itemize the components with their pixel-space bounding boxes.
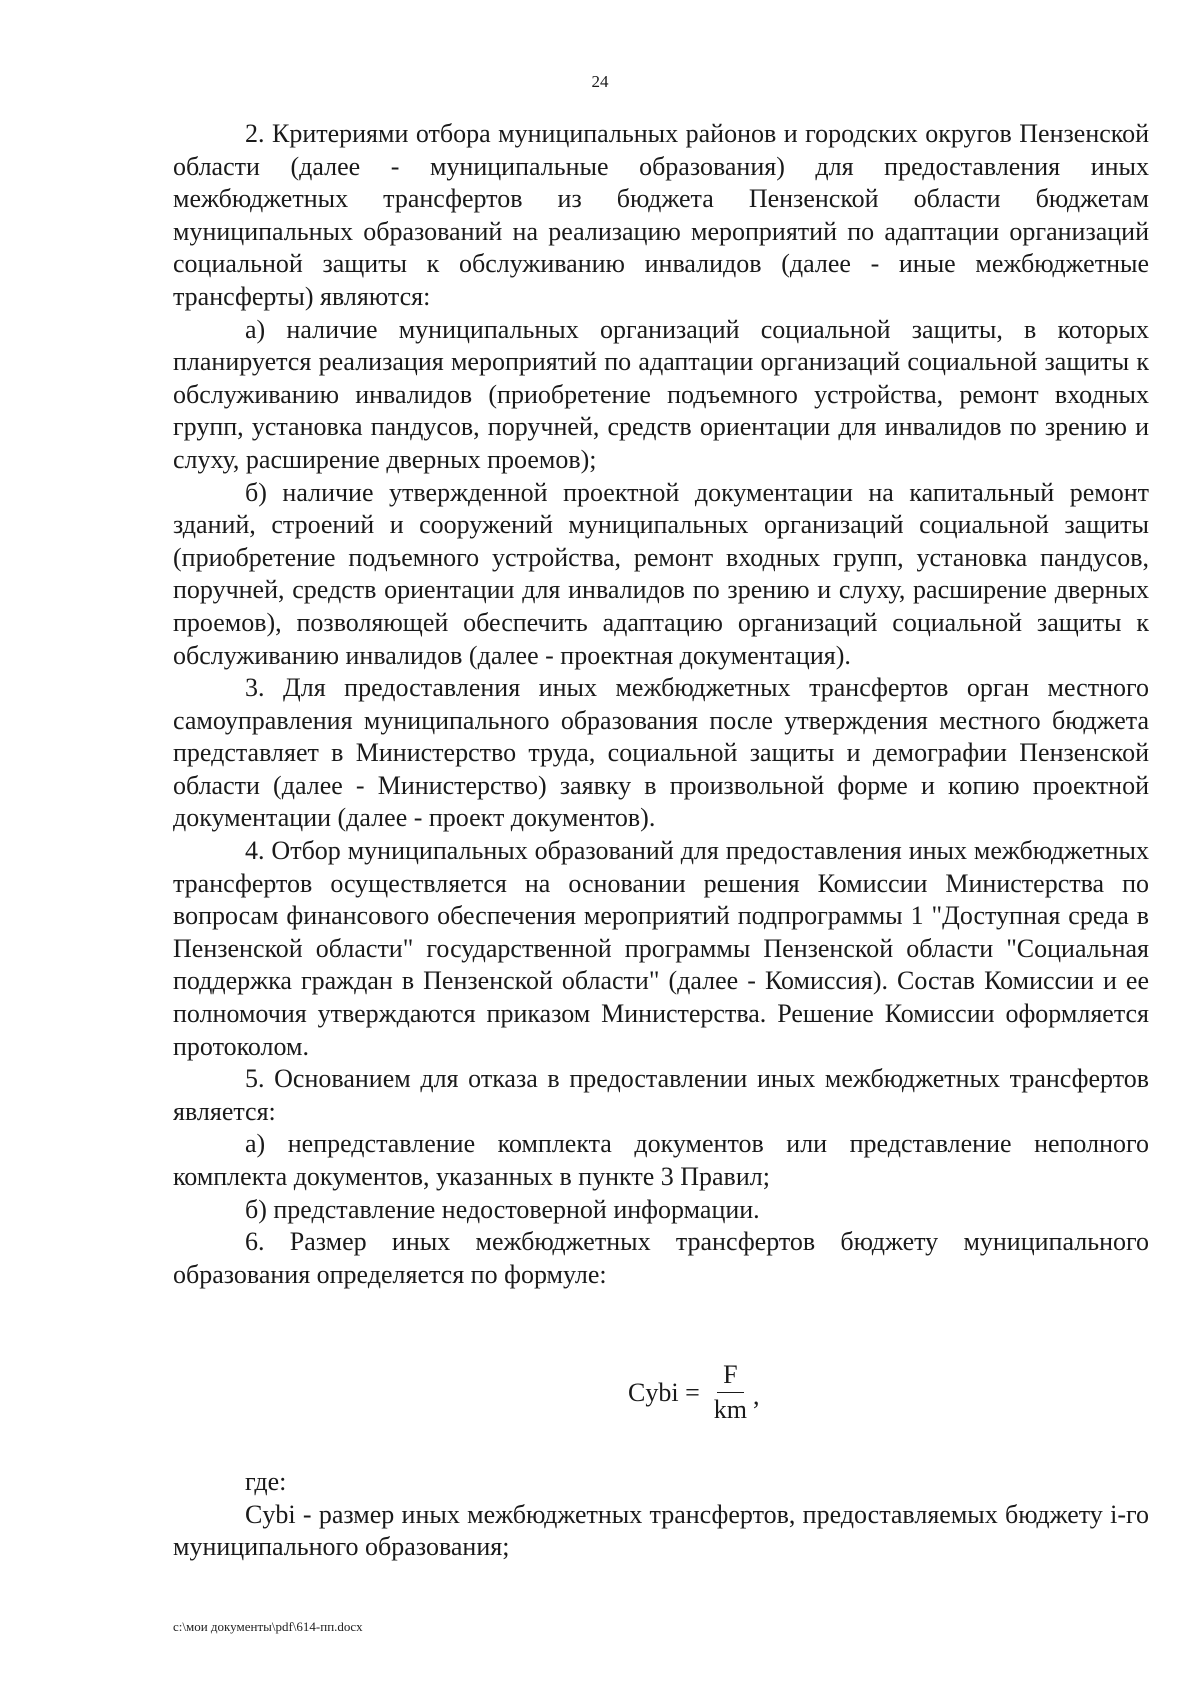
formula-denominator: km: [713, 1395, 747, 1424]
paragraph-refusal-a: а) непредставление комплекта документов или представление неполного комплекта документов, указанных в пункте 3 Правил;: [173, 1129, 1149, 1191]
paragraph-application: 3. Для предоставления иных межбюджетных трансфертов орган местного самоуправления муниципального образования после утверждения местного бюджета представляет в Министерство труда, социальной защиты и демографии Пензенской области (далее - Министерство) заявку в произвольной форме и копию проектной документации (далее - проект документов).: [173, 673, 1149, 833]
document-body: [173, 118, 1149, 1291]
formula-explanation: [173, 1466, 1149, 1564]
paragraph-criteria: 2. Критериями отбора муниципальных районов и городских округов Пензенской области (далее - муниципальные образования) для предоставления иных межбюджетных трансфертов из бюджета Пензенской области бюджетам муниципальных образований на реализацию мероприятий по адаптации организаций социальной защиты к обслуживанию инвалидов (далее - иные межбюджетные трансферты) являются:: [173, 119, 1149, 311]
formula-tail: ,: [752, 1380, 760, 1410]
paragraph-amount: 6. Размер иных межбюджетных трансфертов бюджету муниципального образования определяется по формуле:: [173, 1227, 1149, 1289]
formula-lhs: Cybi =: [628, 1377, 700, 1407]
paragraph-refusal-b: б) представление недостоверной информации.: [245, 1194, 760, 1224]
formula-fraction: [708, 1360, 753, 1425]
formula-numerator: F: [717, 1360, 743, 1393]
paragraph-refusal-grounds: 5. Основанием для отказа в предоставлении иных межбюджетных трансфертов является:: [173, 1064, 1149, 1126]
paragraph-criterion-a: а) наличие муниципальных организаций социальной защиты, в которых планируется реализация мероприятий по адаптации организаций социальной защиты к обслуживанию инвалидов (приобретение подъемного устройства, ремонт входных групп, установка пандусов, поручней, средств ориентации для инвалидов по зрению и слуху, расширение дверных проемов);: [173, 314, 1149, 474]
paragraph-criterion-b: б) наличие утвержденной проектной документации на капитальный ремонт зданий, строений и сооружений муниципальных организаций социальной защиты (приобретение подъемного устройства, ремонт входных групп, установка пандусов, поручней, средств ориентации для инвалидов по зрению и слуху, расширение дверных проемов), позволяющей обеспечить адаптацию организаций социальной защиты к обслуживанию инвалидов (далее - проектная документация).: [173, 477, 1149, 670]
paragraph-selection: 4. Отбор муниципальных образований для предоставления иных межбюджетных трансфертов осуществляется на основании решения Комиссии Министерства по вопросам финансового обеспечения мероприятий подпрограммы 1 "Доступная среда в Пензенской области" государственной программы Пензенской области "Социальная поддержка граждан в Пензенской области" (далее - Комиссия). Состав Комиссии и ее полномочия утверждаются приказом Министерства. Решение Комиссии оформляется протоколом.: [173, 836, 1149, 1061]
paragraph-cybi-definition: Cybi - размер иных межбюджетных трансфертов, предоставляемых бюджету i-го муниципального образования;: [173, 1499, 1149, 1562]
footer-file-path: c:\мои документы\pdf\614-пп.docx: [173, 1619, 363, 1634]
formula: [628, 1360, 759, 1425]
page-number: 24: [591, 72, 609, 91]
paragraph-where: где:: [245, 1467, 287, 1496]
